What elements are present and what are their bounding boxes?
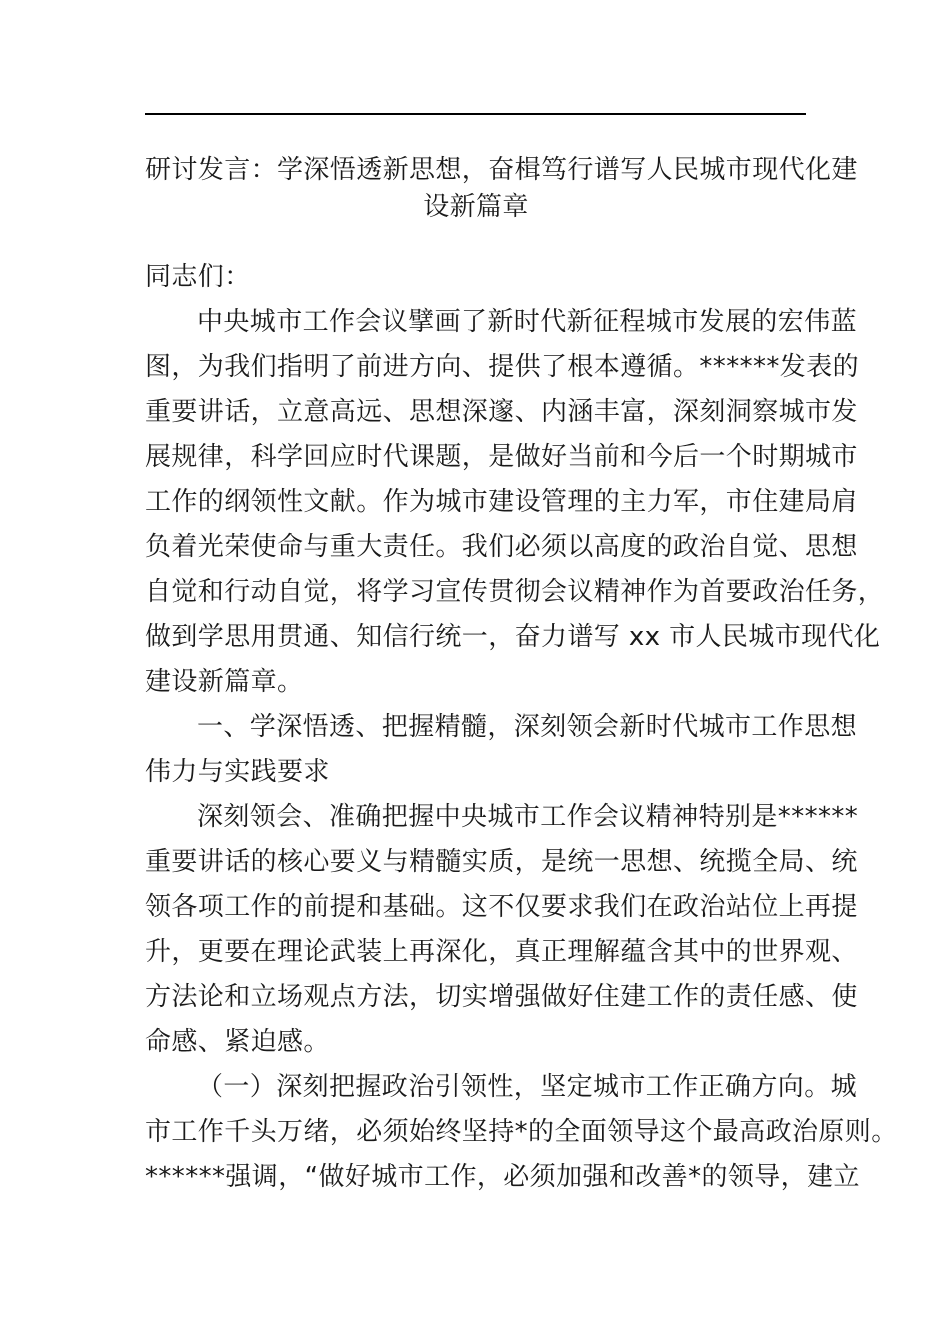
paragraph-line: 升，更要在理论武装上再深化，真正理解蕴含其中的世界观、 <box>145 937 858 967</box>
section-heading-line: 伟力与实践要求 <box>145 757 330 787</box>
document-title: 研讨发言：学深悟透新思想，奋楫笃行谱写人民城市现代化建 <box>145 155 858 185</box>
paragraph-line: 工作的纲领性文献。作为城市建设管理的主力军，市住建局肩 <box>145 487 858 517</box>
paragraph-line: 中央城市工作会议擘画了新时代新征程城市发展的宏伟蓝 <box>197 307 858 337</box>
paragraph-line: 市工作千头万绪，必须始终坚持*的全面领导这个最高政治原则。 <box>145 1117 898 1147</box>
paragraph-line: 命感、紧迫感。 <box>145 1027 330 1057</box>
paragraph-line: 方法论和立场观点方法，切实增强做好住建工作的责任感、使 <box>145 982 858 1012</box>
paragraph-line: 深刻领会、准确把握中央城市工作会议精神特别是****** <box>197 802 859 832</box>
paragraph-line: 重要讲话，立意高远、思想深邃、内涵丰富，深刻洞察城市发 <box>145 397 858 427</box>
salutation: 同志们： <box>145 262 251 292</box>
paragraph-line: 建设新篇章。 <box>145 667 304 697</box>
paragraph-line: 做到学思用贯通、知信行统一，奋力谱写 xx 市人民城市现代化 <box>145 622 881 652</box>
paragraph-line: 重要讲话的核心要义与精髓实质，是统一思想、统揽全局、统 <box>145 847 858 877</box>
paragraph-line: （一）深刻把握政治引领性，坚定城市工作正确方向。城 <box>197 1072 858 1102</box>
paragraph-line: 图，为我们指明了前进方向、提供了根本遵循。******发表的 <box>145 352 860 382</box>
paragraph-line: 负着光荣使命与重大责任。我们必须以高度的政治自觉、思想 <box>145 532 858 562</box>
paragraph-line: 展规律，科学回应时代课题，是做好当前和今后一个时期城市 <box>145 442 858 472</box>
header-rule <box>145 113 806 115</box>
paragraph-line: ******强调，“做好城市工作，必须加强和改善*的领导，建立 <box>145 1162 860 1192</box>
document-title: 设新篇章 <box>423 192 529 222</box>
paragraph-line: 领各项工作的前提和基础。这不仅要求我们在政治站位上再提 <box>145 892 858 922</box>
paragraph-line: 自觉和行动自觉，将学习宣传贯彻会议精神作为首要政治任务， <box>145 577 885 607</box>
section-heading-line: 一、学深悟透、把握精髓，深刻领会新时代城市工作思想 <box>197 712 858 742</box>
